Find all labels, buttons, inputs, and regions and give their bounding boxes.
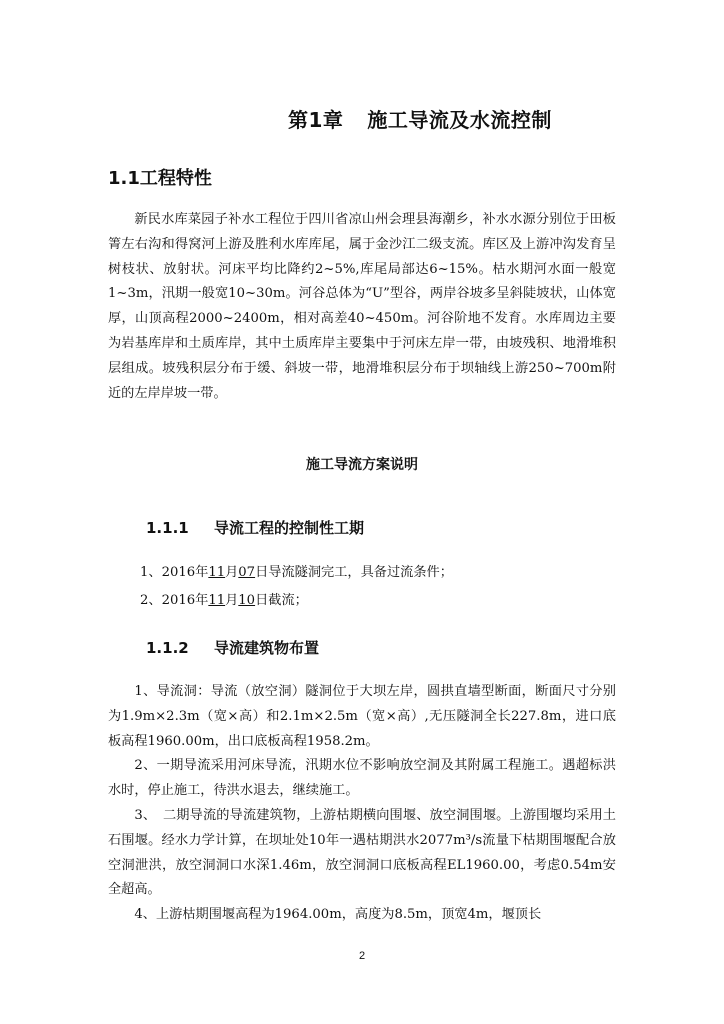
schedule-item: 1、2016年11月07日导流隧洞完工，具备过流条件；: [140, 565, 453, 580]
chapter-title: 施工导流及水流控制: [367, 108, 552, 132]
subsection-heading-1: [146, 517, 364, 538]
subsection-number: 1.1.1: [146, 519, 189, 537]
section-heading: 1.1工程特性: [108, 168, 212, 189]
subsection-title: 导流建筑物布置: [214, 639, 320, 657]
body-paragraph: 3、 二期导流的导流建筑物，上游枯期横向围堰、放空洞围堰。上游围堰均采用土石围堰。经水力学计算，在坝址处10年一遇枯期洪水2077m³/s流量下枯期围堰配合放空洞泄洪，放空洞洞口水深1.46m，放空洞洞口底板高程EL1960.00，考虑0.54m安全超高。: [108, 807, 616, 898]
page-number: 2: [358, 950, 366, 962]
day-value: 07: [238, 565, 256, 580]
day-value: 10: [238, 593, 256, 608]
body-paragraph: 1、导流洞：导流（放空洞）隧洞位于大坝左岸，圆拱直墙型断面，断面尺寸分别为1.9m×2.3m（宽×高）和2.1m×2.5m（宽×高）,无压隧洞全长227.8m，进口底板高程1960.00m，出口底板高程1958.2m。: [108, 684, 616, 749]
subsection-number: 1.1.2: [146, 639, 189, 657]
body-paragraph: 4、上游枯期围堰高程为1964.00m，高度为8.5m，顶宽4m，堰顶长: [134, 907, 542, 923]
plan-heading: 施工导流方案说明: [306, 457, 418, 473]
subsection-heading-2: [146, 637, 319, 658]
chapter-number: 第1章: [288, 108, 344, 132]
body-paragraph: 2、一期导流采用河床导流，汛期水位不影响放空洞及其附属工程施工。遇超标洪水时，停止施工，待洪水退去，继续施工。: [108, 758, 616, 799]
month-value: 11: [208, 593, 226, 608]
subsection-title: 导流工程的控制性工期: [214, 519, 365, 537]
chapter-heading: [288, 104, 552, 133]
intro-block: [108, 208, 616, 406]
month-value: 11: [208, 565, 226, 580]
intro-paragraph: 新民水库菜园子补水工程位于四川省凉山州会理县海潮乡，补水水源分别位于田板箐左右沟和得窝河上游及胜利水库库尾，属于金沙江二级支流。库区及上游冲沟发育呈树枝状、放射状。河床平均比降约2~5%,库尾局部达6~15%。枯水期河水面一般宽1~3m，汛期一般宽10~30m。河谷总体为“U”型谷，两岸谷坡多呈斜陡坡状，山体宽厚，山顶高程2000~2400m，相对高差40~450m。河谷阶地不发育。水库周边主要为岩基库岸和土质库岸，其中土质库岸主要集中于河床左岸一带，由坡残积、地滑堆积层组成。坡残积层分布于缓、斜坡一带，地滑堆积层分布于坝轴线上游250~700m附近的左岸岸坡一带。: [108, 212, 616, 401]
schedule-item: 2、2016年11月10日截流；: [140, 593, 308, 608]
structures-block: [108, 680, 616, 928]
